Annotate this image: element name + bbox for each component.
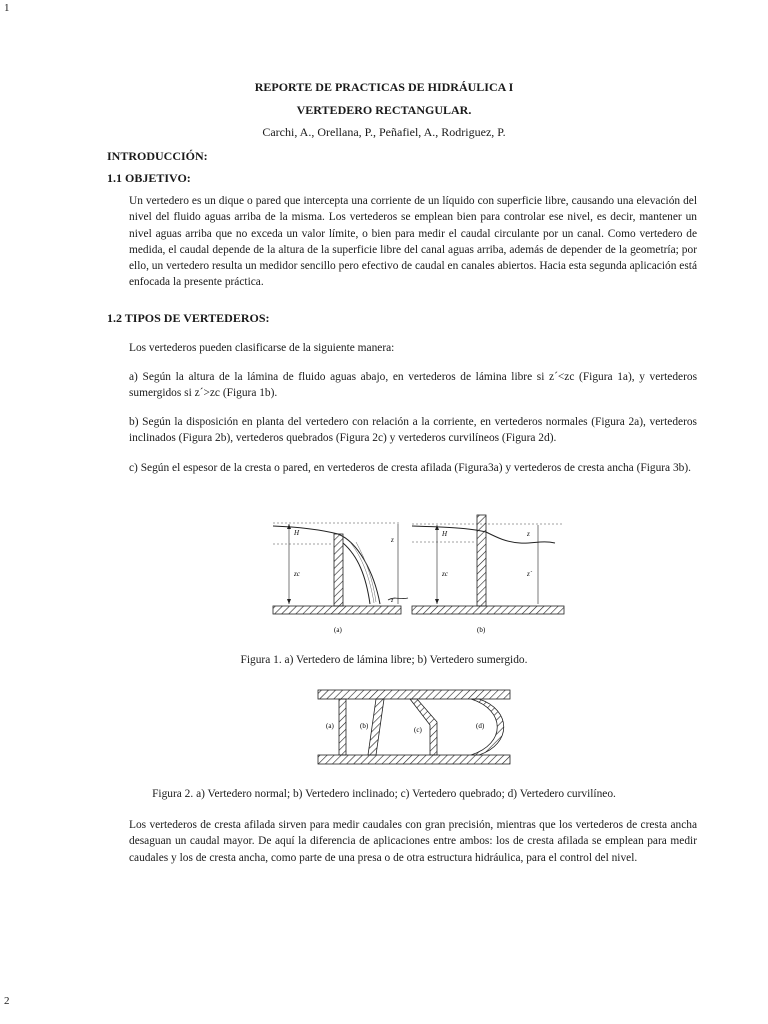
section-heading-tipos: 1.2 TIPOS DE VERTEDEROS:: [107, 311, 270, 325]
objetivo-paragraph: Un vertedero es un dique o pared que intercepta una corriente de un líquido con superficie libre, causando una elevación del nivel del fluido aguas arriba de la misma. Los vertederos se emplean bien para controlar ese nivel, es decir, mantener un nivel aguas arriba que no exceda un valor límite, o bien para medir el caudal circulante por un canal. Como vertedero de medida, el caudal depende de la altura de la superficie libre del canal aguas arriba, además de depender de la geometría; por ello, un vertedero resulta un medidor sencillo pero efectivo de caudal en canales abiertos. Hacia esta segunda aplicación está enfocada la presente práctica.: [129, 195, 697, 289]
figure-1-caption: Figura 1. a) Vertedero de lámina libre; b) Vertedero sumergido.: [240, 654, 528, 666]
label-1b: (b): [477, 626, 486, 634]
label-zc-b: zc: [442, 570, 448, 578]
report-subtitle: VERTEDERO RECTANGULAR.: [296, 103, 472, 117]
figure-2-caption: Figura 2. a) Vertedero normal; b) Vertedero inclinado; c) Vertedero quebrado; d) Vertedero curvilíneo.: [152, 788, 616, 800]
section-heading-objetivo: 1.1 OBJETIVO:: [107, 171, 191, 185]
tipos-c-paragraph: c) Según el espesor de la cresta o pared, en vertederos de cresta afilada (Figura3a) y vertederos de cresta ancha (Figura 3b).: [129, 462, 691, 474]
figure-1-weir-diagrams: [270, 512, 570, 642]
label-H: H: [294, 529, 300, 537]
label-2b: (b): [360, 722, 369, 730]
label-2d: (d): [476, 722, 485, 730]
weir-normal: [339, 699, 346, 755]
closing-paragraph: Los vertederos de cresta afilada sirven para medir caudales con gran precisión, mientras que los vertederos de cresta ancha desaguan un caudal mayor. De aquí la diferencia de aplicaciones entre ambos: los de cresta afilada se emplean para medir caudales y los de cresta ancha, como parte de una presa o de otra estructura hidráulica, para el control del nivel.: [129, 819, 697, 864]
label-z-b: z: [527, 530, 530, 538]
label-zprime-b: z´: [527, 570, 533, 578]
page-number-bottom: 2: [4, 995, 10, 1007]
label-z: z: [391, 536, 394, 544]
tipos-intro-paragraph: Los vertederos pueden clasificarse de la siguiente manera:: [129, 342, 395, 354]
figure-1a-free-nappe: [273, 523, 408, 634]
label-zc: zc: [294, 570, 300, 578]
label-H-b: H: [442, 530, 448, 538]
label-1a: (a): [334, 626, 342, 634]
section-heading-introduction: INTRODUCCIÓN:: [107, 149, 208, 163]
tipos-b-paragraph: b) Según la disposición en planta del vertedero con relación a la corriente, en vertederos normales (Figura 2a), vertederos inclinados (Figura 2b), vertederos quebrados (Figura 2c) y vertederos curvilíneos (Figura 2d).: [129, 416, 697, 445]
tipos-a-paragraph: a) Según la altura de la lámina de fluido aguas abajo, en vertederos de lámina libre si z´<zc (Figura 1a), y vertederos sumergidos si z´>zc (Figura 1b).: [129, 371, 697, 400]
figure-2-plan-view-weirs: [316, 688, 512, 770]
weir-inclined: [368, 699, 384, 755]
page-number-top: 1: [4, 2, 10, 14]
label-2c: (c): [414, 726, 422, 734]
label-zprime: z´: [391, 598, 396, 604]
authors: Carchi, A., Orellana, P., Peñafiel, A., Rodriguez, P.: [262, 125, 506, 139]
label-2a: (a): [326, 722, 334, 730]
report-title: REPORTE DE PRACTICAS DE HIDRÁULICA I: [254, 80, 514, 94]
figure-1b-submerged: [412, 515, 564, 634]
